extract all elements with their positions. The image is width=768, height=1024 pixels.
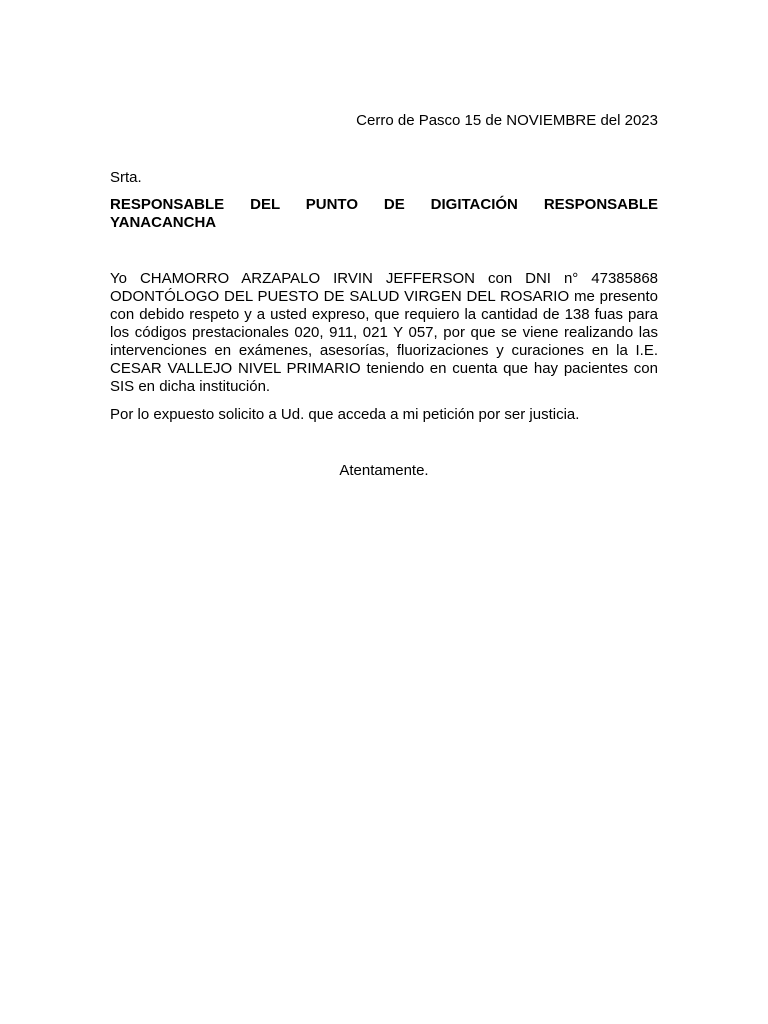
date-line: Cerro de Pasco 15 de NOVIEMBRE del 2023 xyxy=(356,112,658,129)
recipient-heading: RESPONSABLE DEL PUNTO DE DIGITACIÓN RESPONSABLE YANACANCHA xyxy=(110,196,658,231)
body-paragraph: Yo CHAMORRO ARZAPALO IRVIN JEFFERSON con DNI n° 47385868 ODONTÓLOGO DEL PUESTO DE SALUD VIRGEN DEL ROSARIO me presento con debido respeto y a usted expreso, que requiero la cantidad de 138 fuas para los códigos prestacionales 020, 911, 021 Y 057, por que se viene realizando las intervenciones en exámenes, asesorías, fluorizaciones y curaciones en la I.E. CESAR VALLEJO NIVEL PRIMARIO teniendo en cuenta que hay pacientes con SIS en dicha institución. xyxy=(110,270,658,395)
sign-off: Atentamente. xyxy=(339,462,429,479)
closing-paragraph: Por lo expuesto solicito a Ud. que acceda a mi petición por ser justicia. xyxy=(110,406,580,423)
letter-page xyxy=(110,0,658,1024)
salutation: Srta. xyxy=(110,169,142,186)
